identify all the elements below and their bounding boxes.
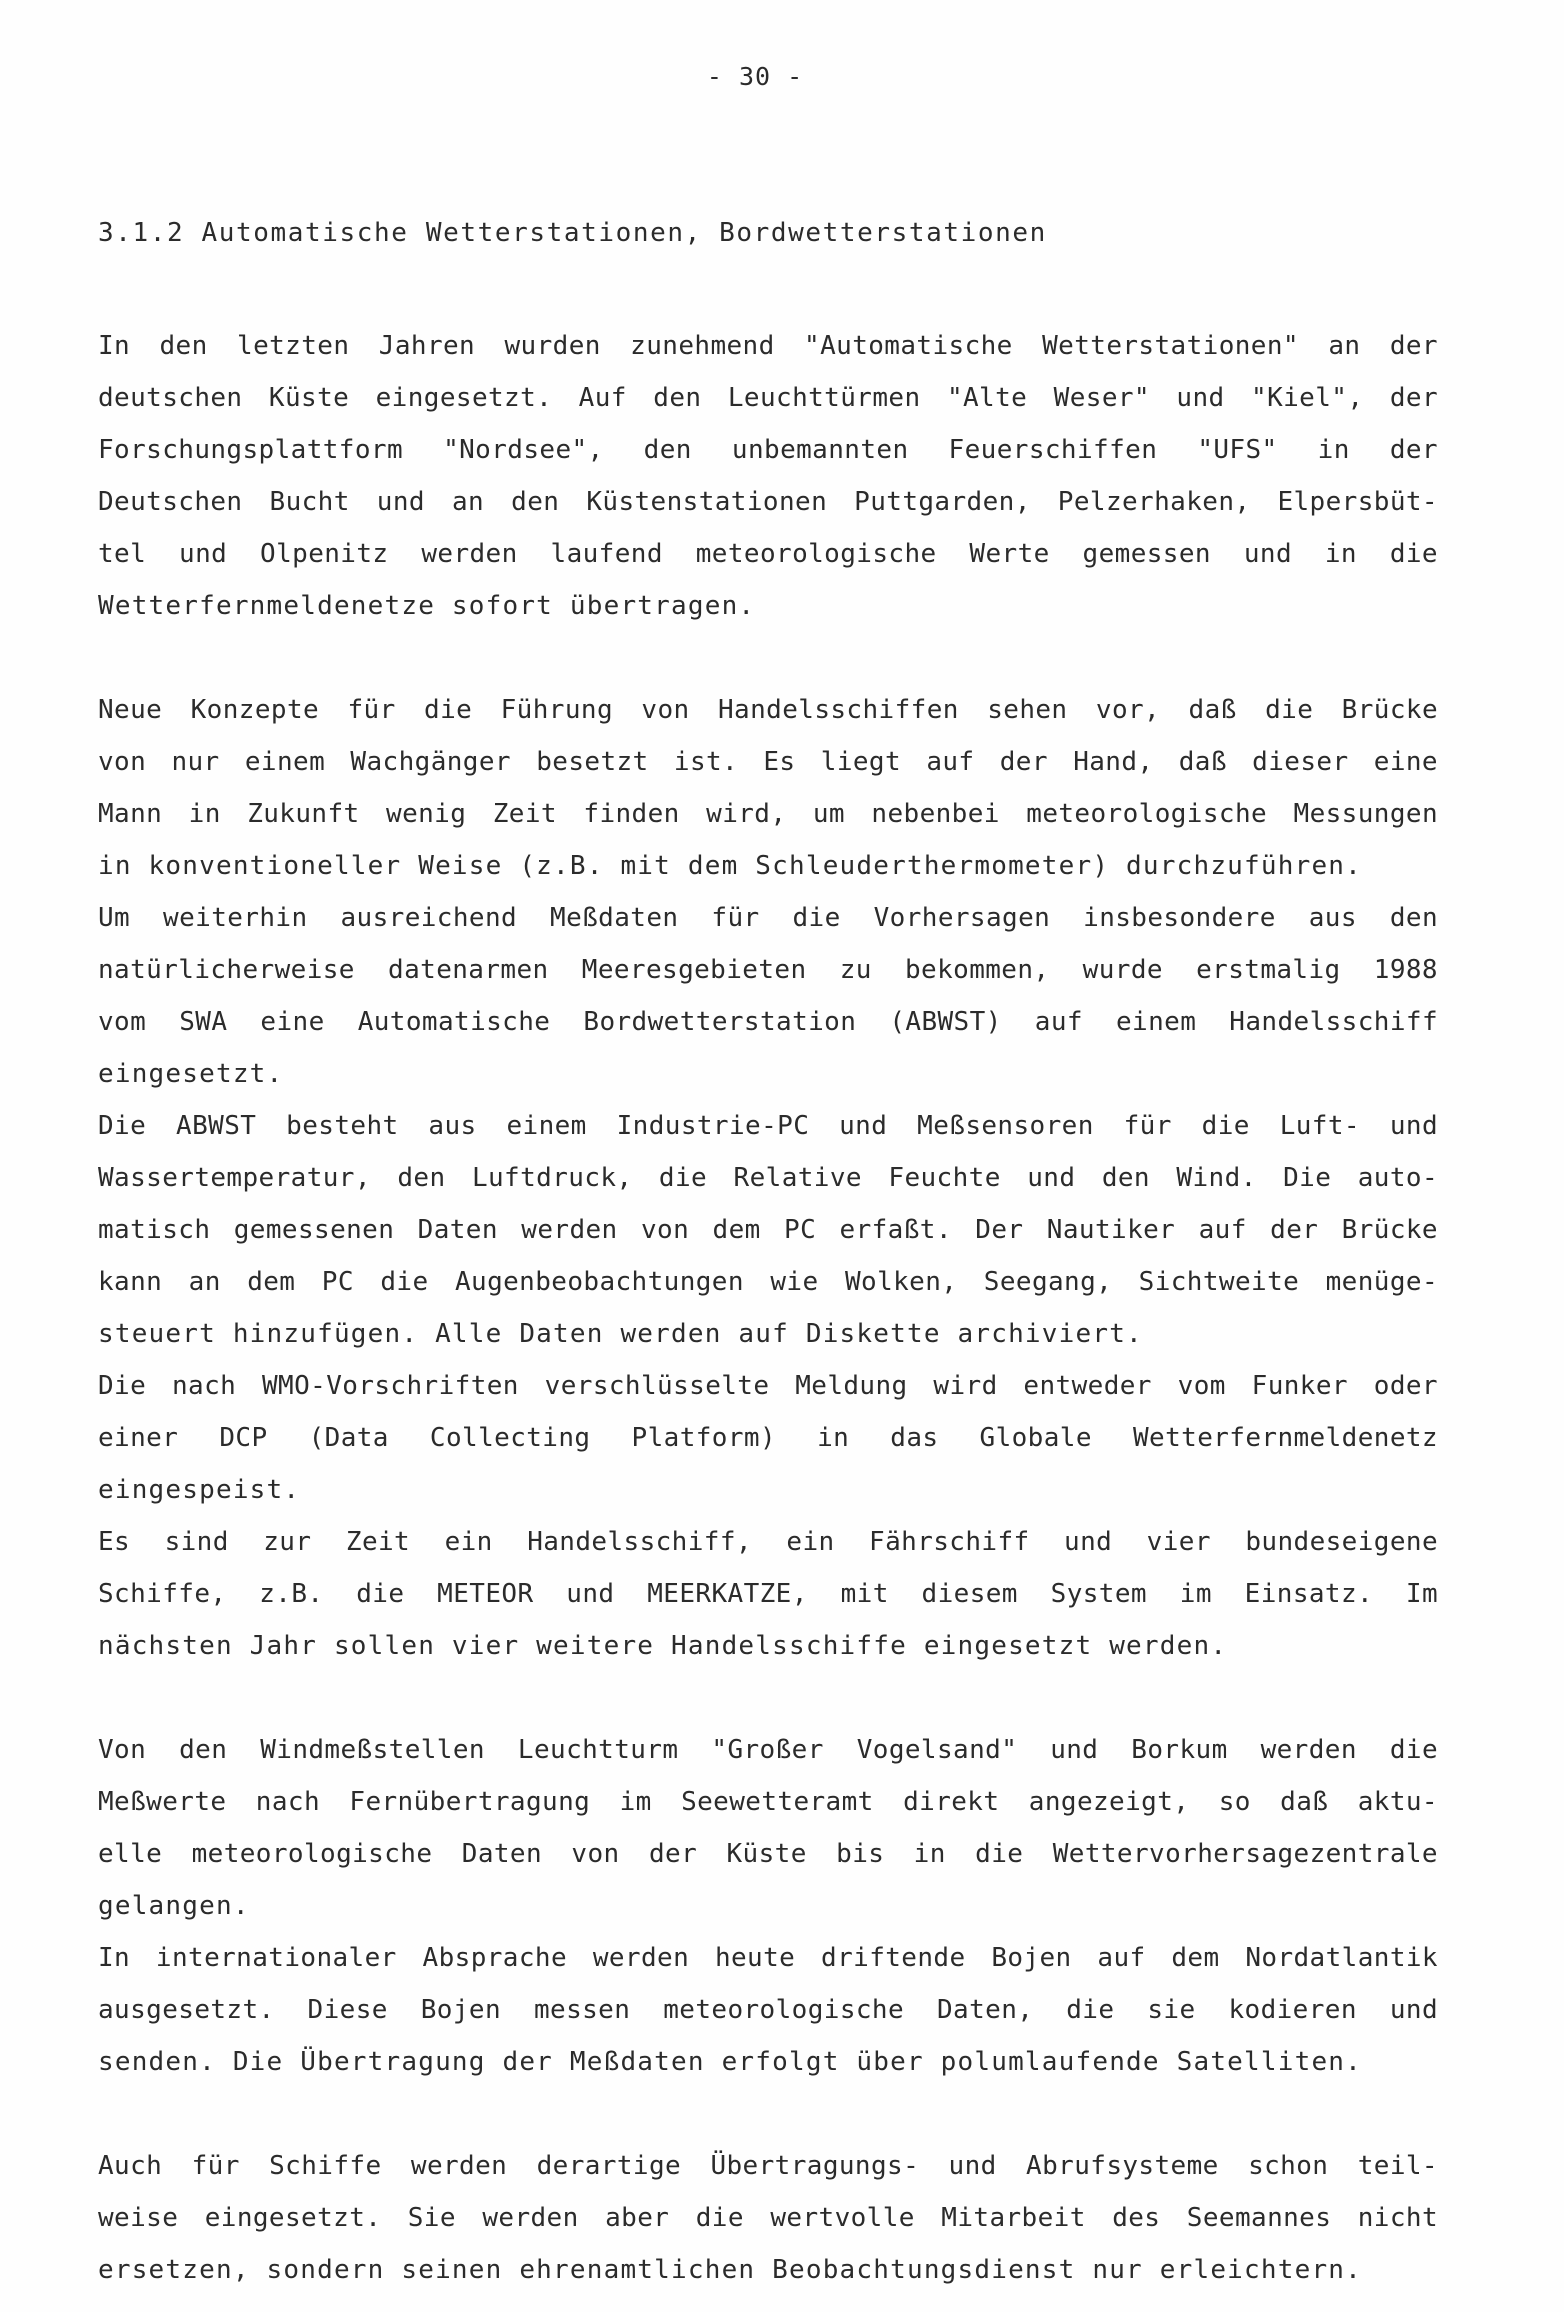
text-line: Neue Konzepte für die Führung von Handelsschiffen sehen vor, daß die Brücke [98, 695, 1438, 725]
text-line: von nur einem Wachgänger besetzt ist. Es liegt auf der Hand, daß dieser eine [98, 747, 1438, 777]
paragraph-gap [98, 2088, 1438, 2140]
text-line: vom SWA eine Automatische Bordwetterstation (ABWST) auf einem Handelsschiff [98, 1007, 1438, 1037]
text-line: Um weiterhin ausreichend Meßdaten für die Vorhersagen insbesondere aus den [98, 903, 1438, 933]
paragraph [98, 320, 1438, 632]
text-line: in konventioneller Weise (z.B. mit dem Schleuderthermometer) durchzuführen. [98, 851, 1362, 881]
text-line: deutschen Küste eingesetzt. Auf den Leuchttürmen "Alte Weser" und "Kiel", der [98, 383, 1438, 413]
text-line: Deutschen Bucht und an den Küstenstationen Puttgarden, Pelzerhaken, Elpersbüt- [98, 487, 1438, 517]
text-line: ersetzen, sondern seinen ehrenamtlichen Beobachtungsdienst nur erleichtern. [98, 2255, 1362, 2285]
text-line: ausgesetzt. Diese Bojen messen meteorologische Daten, die sie kodieren und [98, 1995, 1438, 2025]
body-text [98, 320, 1438, 2296]
text-line: Mann in Zukunft wenig Zeit finden wird, um nebenbei meteorologische Messungen [98, 799, 1438, 829]
text-line: Meßwerte nach Fernübertragung im Seewetteramt direkt angezeigt, so daß aktu- [98, 1787, 1438, 1817]
text-line: nächsten Jahr sollen vier weitere Handelsschiffe eingesetzt werden. [98, 1631, 1228, 1661]
text-line: Von den Windmeßstellen Leuchtturm "Großer Vogelsand" und Borkum werden die [98, 1735, 1438, 1765]
text-line: tel und Olpenitz werden laufend meteorologische Werte gemessen und in die [98, 539, 1438, 569]
paragraph [98, 684, 1438, 1672]
text-line: Schiffe, z.B. die METEOR und MEERKATZE, mit diesem System im Einsatz. Im [98, 1579, 1438, 1609]
text-line: Es sind zur Zeit ein Handelsschiff, ein Fährschiff und vier bundeseigene [98, 1527, 1438, 1557]
text-line: eingespeist. [98, 1475, 301, 1505]
text-line: matisch gemessenen Daten werden von dem PC erfaßt. Der Nautiker auf der Brücke [98, 1215, 1438, 1245]
text-line: elle meteorologische Daten von der Küste bis in die Wettervorhersagezentrale [98, 1839, 1438, 1869]
text-line: In den letzten Jahren wurden zunehmend "Automatische Wetterstationen" an der [98, 331, 1438, 361]
paragraph-gap [98, 632, 1438, 684]
text-line: Wetterfernmeldenetze sofort übertragen. [98, 591, 756, 621]
text-line: Die nach WMO-Vorschriften verschlüsselte Meldung wird entweder vom Funker oder [98, 1371, 1438, 1401]
text-line: In internationaler Absprache werden heute driftende Bojen auf dem Nordatlantik [98, 1943, 1438, 1973]
text-line: kann an dem PC die Augenbeobachtungen wie Wolken, Seegang, Sichtweite menüge- [98, 1267, 1438, 1297]
text-line: gelangen. [98, 1891, 250, 1921]
text-line: weise eingesetzt. Sie werden aber die wertvolle Mitarbeit des Seemannes nicht [98, 2203, 1438, 2233]
text-line: senden. Die Übertragung der Meßdaten erfolgt über polumlaufende Satelliten. [98, 2047, 1362, 2077]
text-line: Auch für Schiffe werden derartige Übertragungs- und Abrufsysteme schon teil- [98, 2151, 1438, 2181]
text-line: Die ABWST besteht aus einem Industrie-PC und Meßsensoren für die Luft- und [98, 1111, 1438, 1141]
text-line: einer DCP (Data Collecting Platform) in das Globale Wetterfernmeldenetz [98, 1423, 1438, 1453]
text-line: steuert hinzufügen. Alle Daten werden auf Diskette archiviert. [98, 1319, 1143, 1349]
paragraph [98, 2140, 1438, 2296]
text-line: Forschungsplattform "Nordsee", den unbemannten Feuerschiffen "UFS" in der [98, 435, 1438, 465]
paragraph-gap [98, 1672, 1438, 1724]
paragraph [98, 1724, 1438, 2088]
text-line: eingesetzt. [98, 1059, 284, 1089]
section-heading: 3.1.2 Automatische Wetterstationen, Bordwetterstationen [98, 218, 1047, 248]
text-line: natürlicherweise datenarmen Meeresgebieten zu bekommen, wurde erstmalig 1988 [98, 955, 1438, 985]
page-number: - 30 - [706, 62, 804, 91]
text-line: Wassertemperatur, den Luftdruck, die Relative Feuchte und den Wind. Die auto- [98, 1163, 1438, 1193]
